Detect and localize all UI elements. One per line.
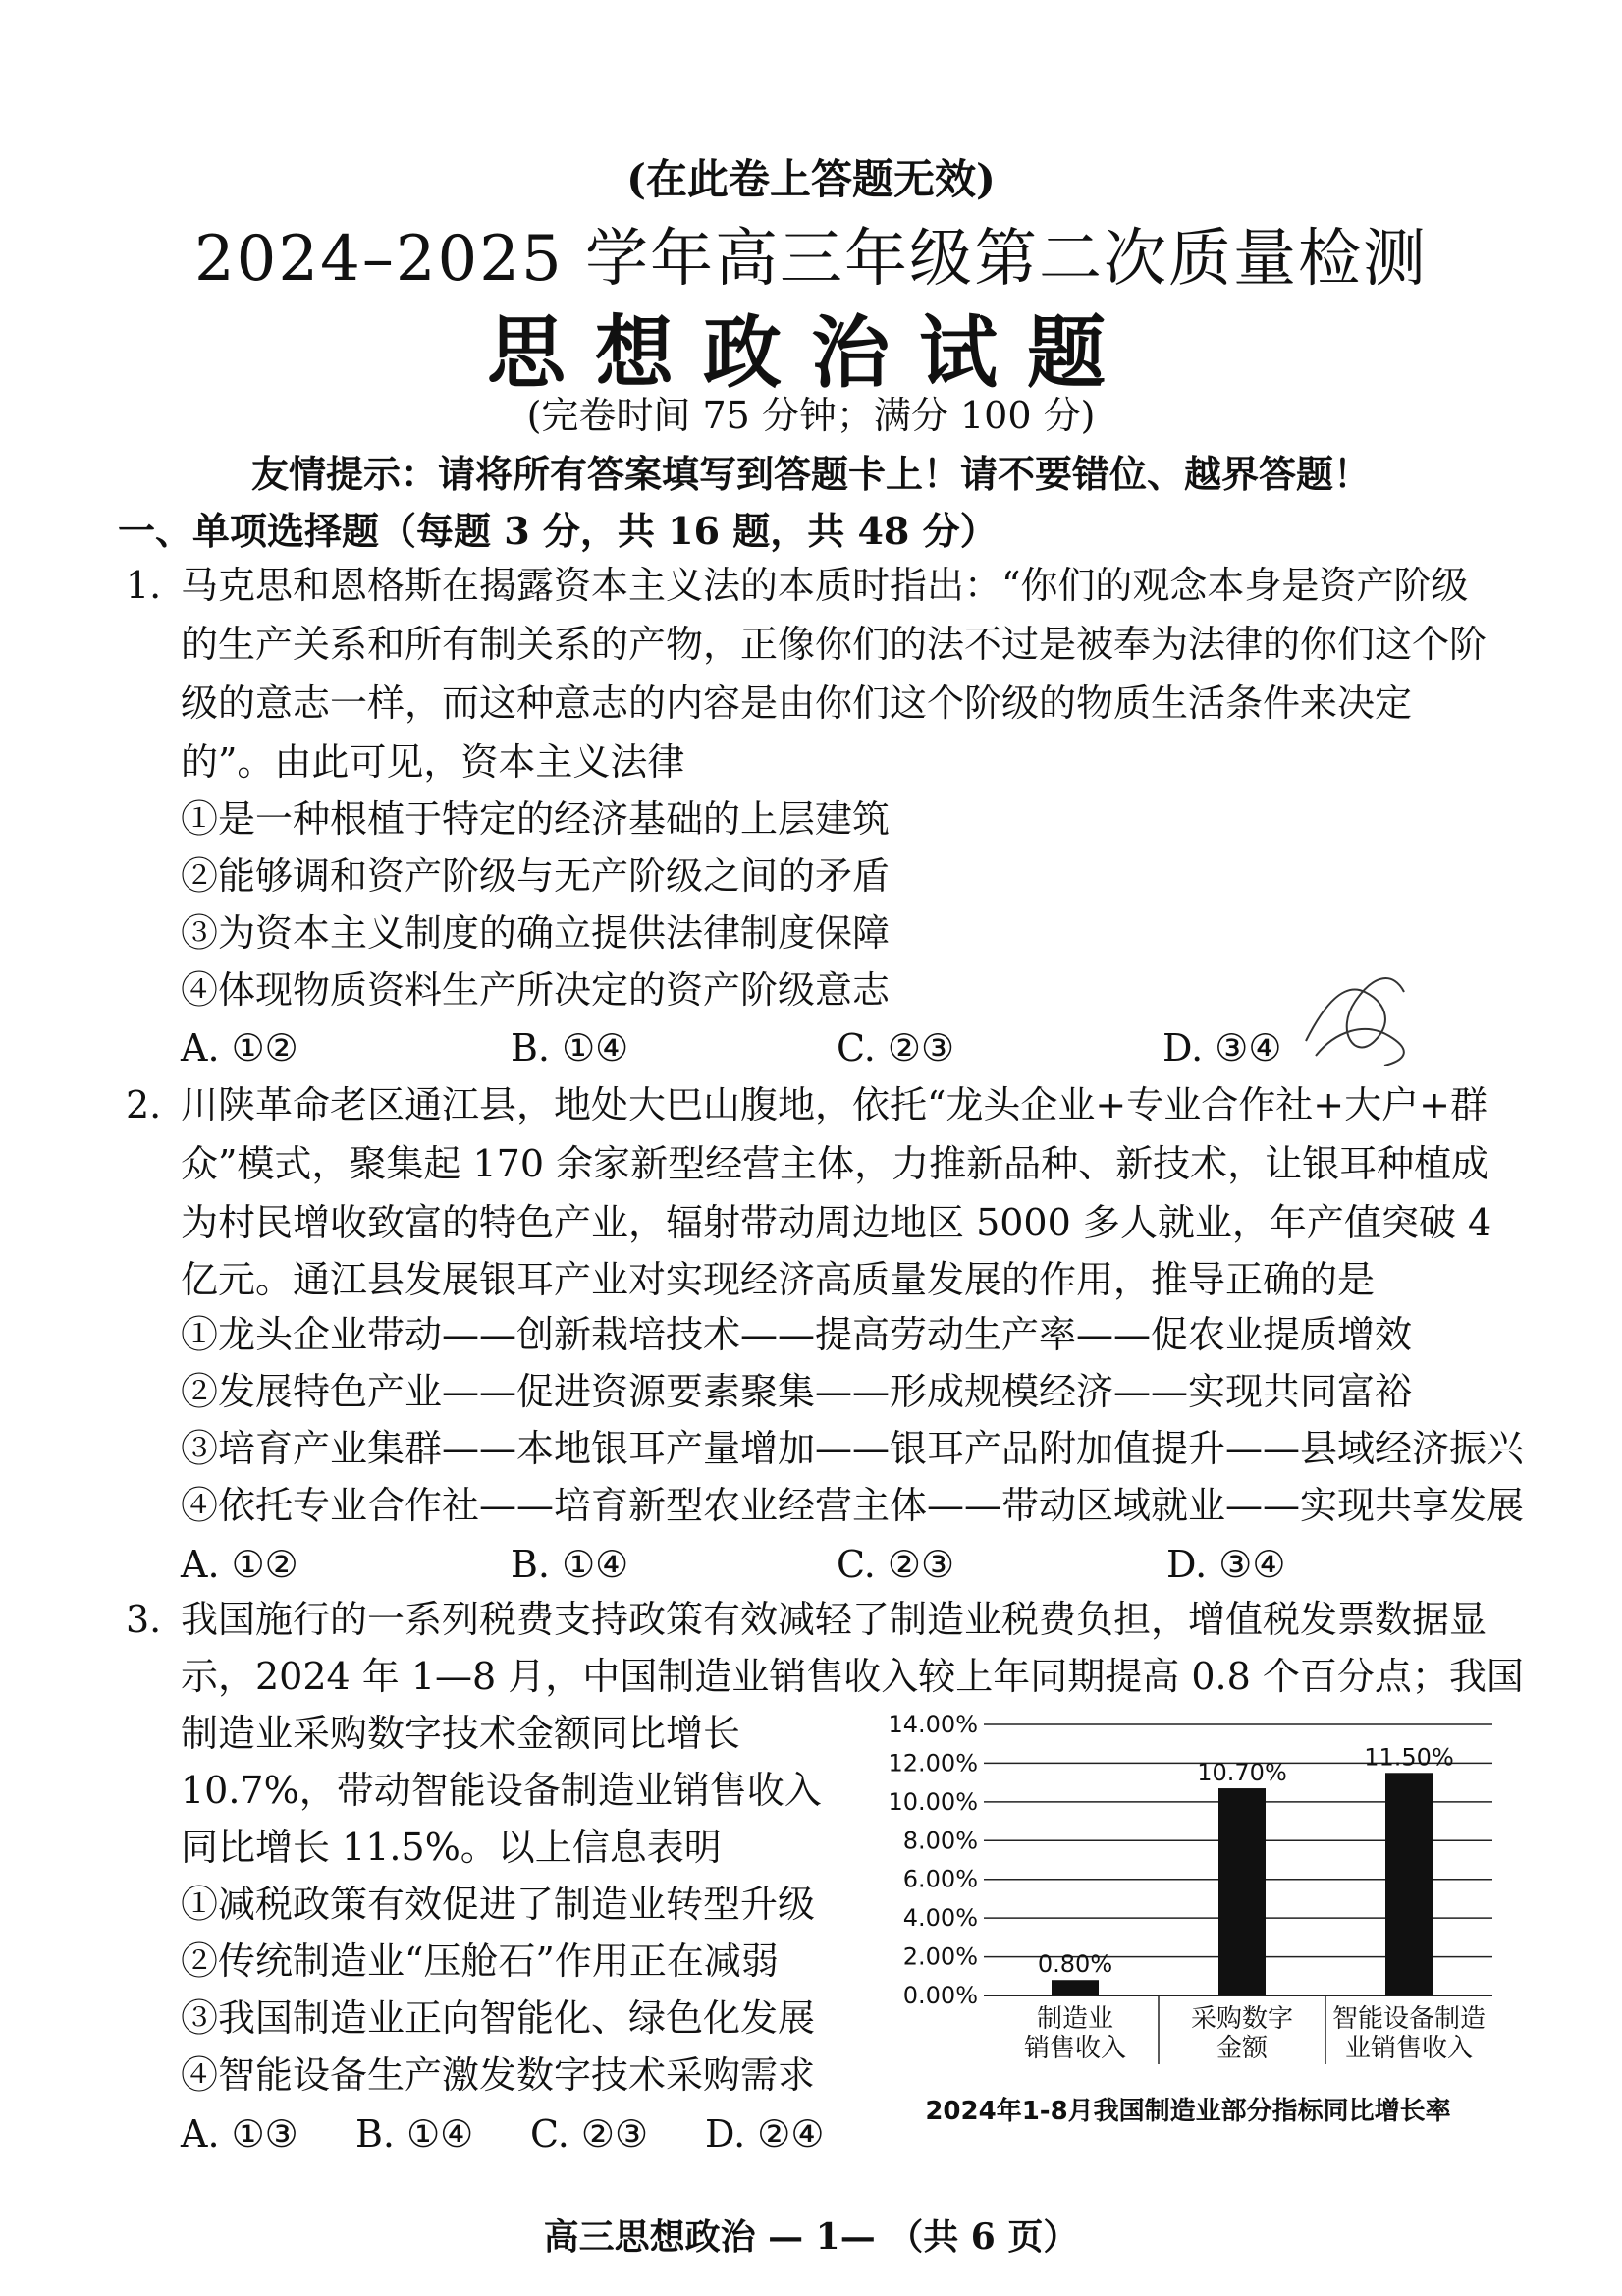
- answer-item: ②能够调和资产阶级与无产阶级之间的矛盾: [181, 854, 891, 898]
- answer-item: ③培育产业集群——本地银耳产量增加——银耳产品附加值提升——县域经济振兴: [181, 1427, 1525, 1470]
- subject-title: 思想政治试题: [487, 306, 1135, 399]
- option-c: C. ②③: [530, 2112, 649, 2156]
- friendly-tip: 友情提示：请将所有答案填写到答题卡上！请不要错位、越界答题！: [250, 452, 1371, 496]
- x-category-label: 制造业: [1036, 2004, 1114, 2034]
- answer-item: ①减税政策有效促进了制造业转型升级: [181, 1883, 816, 1926]
- question-stem-line: 众”模式，聚集起 170 余家新型经营主体，力推新品种、新技术，让银耳种植成: [181, 1142, 1489, 1185]
- answer-item: ②发展特色产业——促进资源要素聚集——形成规模经济——实现共同富裕: [181, 1370, 1413, 1413]
- option-d: D. ②④: [705, 2112, 825, 2156]
- question-stem-line: 同比增长 11.5%。以上信息表明: [181, 1826, 722, 1869]
- option-c: C. ②③: [837, 1543, 955, 1586]
- option-b: B. ①④: [355, 2112, 474, 2156]
- handwritten-scribble: [1296, 962, 1414, 1070]
- bar-value-label: 10.70%: [1197, 1759, 1287, 1787]
- option-d: D. ③④: [1166, 1543, 1286, 1586]
- bar-value-label: 0.80%: [1037, 1950, 1113, 1979]
- y-tick-label: 4.00%: [902, 1904, 978, 1933]
- x-category-label: 智能设备制造: [1331, 2004, 1487, 2034]
- answer-item: ④体现物质资料生产所决定的资产阶级意志: [181, 968, 891, 1011]
- x-category-label: 金额: [1216, 2034, 1269, 2063]
- x-category-label: 采购数字: [1190, 2004, 1294, 2034]
- x-category-label: 业销售收入: [1344, 2034, 1474, 2063]
- question-stem-line: 级的意志一样，而这种意志的内容是由你们这个阶级的物质生活条件来决定: [181, 682, 1413, 725]
- exam-title: 2024–2025 学年高三年级第二次质量检测: [193, 223, 1429, 296]
- answer-item: ③为资本主义制度的确立提供法律制度保障: [181, 911, 891, 955]
- question-stem-line: 我国施行的一系列税费支持政策有效减轻了制造业税费负担，增值税发票数据显: [181, 1598, 1487, 1641]
- page-footer: 高三思想政治 — 1— （共 6 页）: [543, 2216, 1079, 2258]
- question-stem-line: 川陕革命老区通江县，地处大巴山腹地，依托“龙头企业+专业合作社+大户+群: [181, 1083, 1487, 1126]
- question-stem-line: 制造业采购数字技术金额同比增长: [181, 1712, 741, 1755]
- y-tick-label: 6.00%: [902, 1865, 978, 1893]
- bar: [1218, 1788, 1266, 1995]
- question-stem-line: 亿元。通江县发展银耳产业对实现经济高质量发展的作用，推导正确的是: [181, 1258, 1376, 1301]
- option-b: B. ①④: [511, 1543, 629, 1586]
- section-heading: 一、单项选择题（每题 3 分，共 16 题，共 48 分）: [118, 509, 998, 553]
- y-tick-label: 2.00%: [902, 1942, 978, 1971]
- question-number: 1.: [126, 564, 162, 607]
- answer-item: ③我国制造业正向智能化、绿色化发展: [181, 1996, 816, 2040]
- question-stem-line: 为村民增收致富的特色产业，辐射带动周边地区 5000 多人就业，年产值突破 4: [181, 1201, 1492, 1244]
- y-tick-label: 8.00%: [902, 1827, 978, 1855]
- option-a: A. ①②: [181, 1543, 298, 1586]
- option-a: A. ①②: [181, 1026, 298, 1069]
- question-number: 3.: [126, 1598, 162, 1641]
- option-c: C. ②③: [837, 1026, 955, 1069]
- answer-item: ①是一种根植于特定的经济基础的上层建筑: [181, 797, 891, 841]
- growth-rate-bar-chart: [874, 1709, 1502, 2131]
- notice-no-answer: (在此卷上答题无效): [626, 155, 996, 203]
- y-tick-label: 12.00%: [888, 1749, 978, 1777]
- option-d: D. ③④: [1162, 1026, 1282, 1069]
- option-a: A. ①③: [181, 2112, 298, 2156]
- chart-title: 2024年1-8月我国制造业部分指标同比增长率: [925, 2097, 1451, 2126]
- y-tick-label: 14.00%: [888, 1711, 978, 1738]
- question-stem-line: 的生产关系和所有制关系的产物，正像你们的法不过是被奉为法律的你们这个阶: [181, 623, 1487, 666]
- question-number: 2.: [126, 1083, 162, 1126]
- answer-item: ④依托专业合作社——培育新型农业经营主体——带动区域就业——实现共享发展: [181, 1484, 1525, 1527]
- bar: [1385, 1773, 1433, 1995]
- answer-item: ①龙头企业带动——创新栽培技术——提高劳动生产率——促农业提质增效: [181, 1313, 1413, 1356]
- bar-value-label: 11.50%: [1364, 1743, 1454, 1772]
- option-b: B. ①④: [511, 1026, 629, 1069]
- question-stem-line: 马克思和恩格斯在揭露资本主义法的本质时指出：“你们的观念本身是资产阶级: [181, 564, 1469, 607]
- bar: [1052, 1980, 1099, 1995]
- answer-item: ②传统制造业“压舱石”作用正在减弱: [181, 1940, 779, 1983]
- answer-item: ④智能设备生产激发数字技术采购需求: [181, 2053, 816, 2097]
- question-stem-line: 示，2024 年 1—8 月，中国制造业销售收入较上年同期提高 0.8 个百分点；我国: [181, 1655, 1524, 1698]
- question-stem-line: 10.7%，带动智能设备制造业销售收入: [181, 1769, 822, 1812]
- y-tick-label: 0.00%: [902, 1982, 978, 2009]
- exam-duration: (完卷时间 75 分钟；满分 100 分): [526, 394, 1096, 437]
- x-category-label: 销售收入: [1023, 2034, 1127, 2063]
- y-tick-label: 10.00%: [888, 1787, 978, 1816]
- question-stem-line: 的”。由此可见，资本主义法律: [181, 740, 685, 784]
